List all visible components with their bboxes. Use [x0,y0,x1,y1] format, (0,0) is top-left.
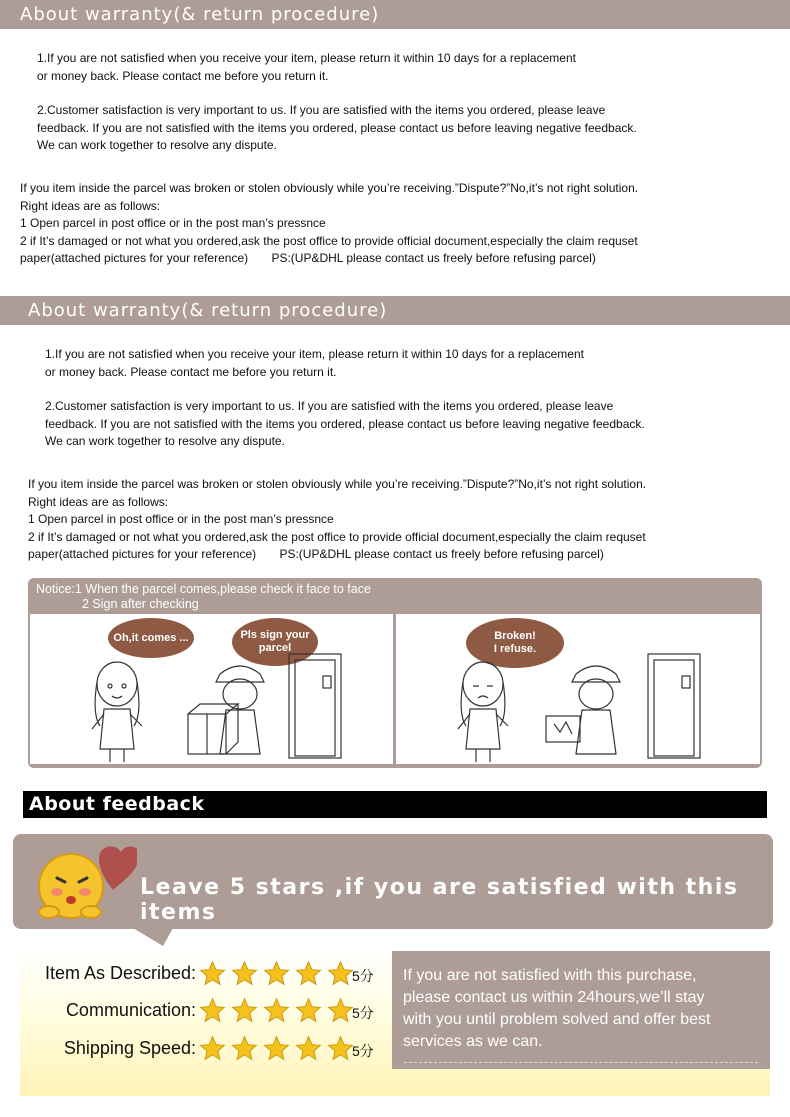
text-line: 2 if It’s damaged or not what you ordered,ask the post office to provide official document,especially the claim requset [28,529,646,544]
bubble-line: Pls sign your [240,629,310,641]
star-icon [230,997,259,1024]
text-line: paper(attached pictures for your reference) PS:(UP&DHL please contact us freely before refusing parcel) [20,251,596,265]
rating-row [20,1033,400,1063]
illustration-panel-refuse [396,614,760,764]
illustration-panel-accept [30,614,393,764]
warranty-text-2b [45,398,645,451]
star-icon [294,960,323,987]
text-line: please contact us within 24hours,we’ll stay [403,989,705,1006]
text-line: 2 if It’s damaged or not what you ordered,ask the post office to provide official document,especially the claim requset [20,233,638,248]
warranty-text-2c [28,476,646,564]
bubble-text [494,630,536,656]
feedback-title: About feedback [29,793,205,815]
bubble-line: Broken! [494,630,536,642]
warranty-text-1b [37,102,637,155]
text-line: 1.If you are not satisfied when you receive your item, please return it within 10 days for a replacement [37,51,576,65]
warranty-text-1c [20,180,638,268]
star-icon [294,1035,323,1062]
notice-line-1: Notice:1 When the parcel comes,please check it face to face [36,582,371,596]
dashed-divider [404,1062,758,1063]
leave-stars-banner [13,834,773,929]
bubble-line: parcel [258,642,292,654]
rating-score: 5分 [352,968,374,984]
star-icon [326,997,355,1024]
rating-label: Item As Described: [44,963,196,983]
door-illustration [285,650,345,760]
door-illustration [644,650,704,760]
text-line: 1.If you are not satisfied when you receive your item, please return it within 10 days for a replacement [45,347,584,361]
rating-stars [198,1035,355,1062]
text-line: If you item inside the parcel was broken or stolen obviously while you’re receiving.”Dispute?”No,it’s not right solution. [28,477,647,491]
feedback-title-bar [23,791,767,818]
warranty-text-1a [37,50,576,85]
bubble-line: I refuse. [493,643,537,655]
speech-bubble-girl [108,618,194,658]
text-line: If you item inside the parcel was broken or stolen obviously while you’re receiving.”Dispute?”No,it’s not right solution. [20,181,639,195]
rating-row [20,958,400,988]
satisfaction-text [403,965,710,1053]
star-icon [326,1035,355,1062]
star-icon [294,997,323,1024]
courier-illustration [180,654,300,764]
smiley-heart-icon [27,838,137,933]
bubble-text: Oh,it comes ... [113,631,189,644]
rating-label: Shipping Speed: [63,1038,196,1058]
girl-illustration [72,654,162,764]
star-icon [230,960,259,987]
star-icon [262,997,291,1024]
rating-score: 5分 [352,1005,374,1021]
rating-stars [198,997,355,1024]
text-line: We can work together to resolve any dispute. [45,434,285,448]
rating-label: Communication: [65,1000,196,1020]
rating-score: 5分 [352,1043,374,1059]
text-line: 2.Customer satisfaction is very important to us. If you are satisfied with the items you ordered, please leave [45,399,614,413]
warranty-text-2a [45,346,584,381]
warranty-banner-1 [0,0,790,29]
text-line: Right ideas are as follows: [20,198,161,213]
rating-stars [198,960,355,987]
text-line: We can work together to resolve any dispute. [37,138,277,152]
star-icon [198,997,227,1024]
star-icon [262,1035,291,1062]
star-icon [262,960,291,987]
text-line: 1 Open parcel in post office or in the post man’s pressnce [28,512,334,526]
text-line: 1 Open parcel in post office or in the post man’s pressnce [20,216,326,230]
text-line: paper(attached pictures for your reference) PS:(UP&DHL please contact us freely before refusing parcel) [28,547,604,561]
text-line: or money back. Please contact me before you return it. [45,364,337,379]
star-icon [230,1035,259,1062]
satisfaction-notice [392,951,770,1069]
warranty-banner-2 [0,296,790,325]
warranty-title-1: About warranty(& return procedure) [20,4,380,25]
star-icon [198,1035,227,1062]
notice-box [28,578,762,768]
girl-illustration [438,654,528,764]
text-line: Right ideas are as follows: [28,494,169,509]
warranty-title-2: About warranty(& return procedure) [28,300,388,321]
text-line: 2.Customer satisfaction is very important to us. If you are satisfied with the items you ordered, please leave [37,103,606,117]
banner-tail [133,928,173,948]
courier-illustration [536,654,656,764]
text-line: or money back. Please contact me before you return it. [37,68,329,83]
rating-row [20,995,400,1025]
leave-stars-text: Leave 5 stars ,if you are satisfied with this items [140,875,739,925]
text-line: feedback. If you are not satisfied with the items you ordered, please contact us before leaving negative feedback. [45,416,645,431]
notice-text [36,582,371,612]
star-icon [326,960,355,987]
star-icon [198,960,227,987]
text-line: with you until problem solved and offer best [403,1011,711,1028]
text-line: feedback. If you are not satisfied with the items you ordered, please contact us before leaving negative feedback. [37,120,637,135]
text-line: If you are not satisfied with this purchase, [403,967,697,984]
text-line: services as we can. [403,1033,543,1050]
notice-line-2: 2 Sign after checking [82,597,199,611]
